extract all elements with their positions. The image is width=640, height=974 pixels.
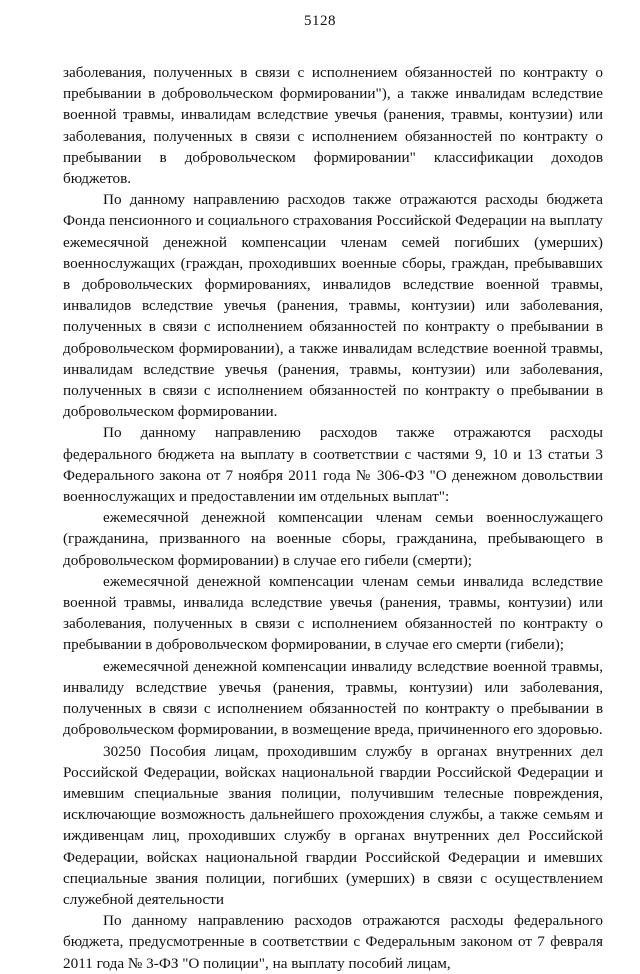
paragraph: заболевания, полученных в связи с исполнением обязанностей по контракту о пребывании в добровольческом формировании"), а также инвалидам вследствие военной травмы, инвалидам вследствие увечья (ранения, травмы, контузии) или заболевания, полученных в связи с исполнением обязанностей по контракту о пребывании в добровольческом формировании" классификации доходов бюджетов. xyxy=(63,64,603,188)
paragraph: По данному направлению расходов также отражаются расходы бюджета Фонда пенсионного и социального страхования Российской Федерации на выплату ежемесячной денежной компенсации членам семей погибших (умерших) военнослужащих (граждан, проходивших военные сборы, граждан, пребывавших в добровольческих формированиях, инвалидов вследствие военной травмы, инвалидов вследствие увечья (ранения, травмы, контузии) или заболевания, полученных в связи с исполнением обязанностей по контракту о пребывании в добровольческом формировании), а также инвалидам вследствие военной травмы, инвалидам вследствие увечья (ранения, травмы, контузии) или заболевания, полученных в связи с исполнением обязанностей по контракту о пребывании в добровольческом формировании. xyxy=(63,191,603,421)
section-heading: 30250 Пособия лицам, проходившим службу в органах внутренних дел Российской Федерации, войсках национальной гвардии Российской Федерации и имевшим специальные звания полиции, получившим телесные повреждения, исключающие возможность дальнейшего прохождения службы, а также семьям и иждивенцам лиц, проходивших службу в органах внутренних дел Российской Федерации, войсках национальной гвардии Российской Федерации и имевших специальные звания полиции, погибших (умерших) в связи с осуществлением служебной деятельности xyxy=(63,742,603,908)
list-item: ежемесячной денежной компенсации инвалиду вследствие военной травмы, инвалиду вследствие увечья (ранения, травмы, контузии) или заболевания, полученных в связи с исполнением обязанностей по контракту о пребывании в добровольческом формировании, в возмещение вреда, причиненного его здоровью. xyxy=(63,657,603,739)
document-body xyxy=(63,62,603,974)
paragraph: По данному направлению расходов отражаются расходы федерального бюджета, предусмотренные в соответствии с Федеральным законом от 7 февраля 2011 года № 3-ФЗ "О полиции", на выплату пособий лицам, xyxy=(63,912,603,972)
page-number: 5128 xyxy=(304,13,336,29)
list-item: ежемесячной денежной компенсации членам семьи военнослужащего (гражданина, призванного на военные сборы, гражданина, пребывающего в добровольческом формировании) в случае его гибели (смерти); xyxy=(63,509,603,569)
paragraph: По данному направлению расходов также отражаются расходы федерального бюджета на выплату в соответствии с частями 9, 10 и 13 статьи 3 Федерального закона от 7 ноября 2011 года № 306-ФЗ "О денежном довольствии военнослужащих и предоставлении им отдельных выплат": xyxy=(63,424,603,506)
list-item: ежемесячной денежной компенсации членам семьи инвалида вследствие военной травмы, инвалида вследствие увечья (ранения, травмы, контузии) или заболевания, полученных в связи с исполнением обязанностей по контракту о пребывании в добровольческом формировании, в случае его смерти (гибели); xyxy=(63,572,603,654)
